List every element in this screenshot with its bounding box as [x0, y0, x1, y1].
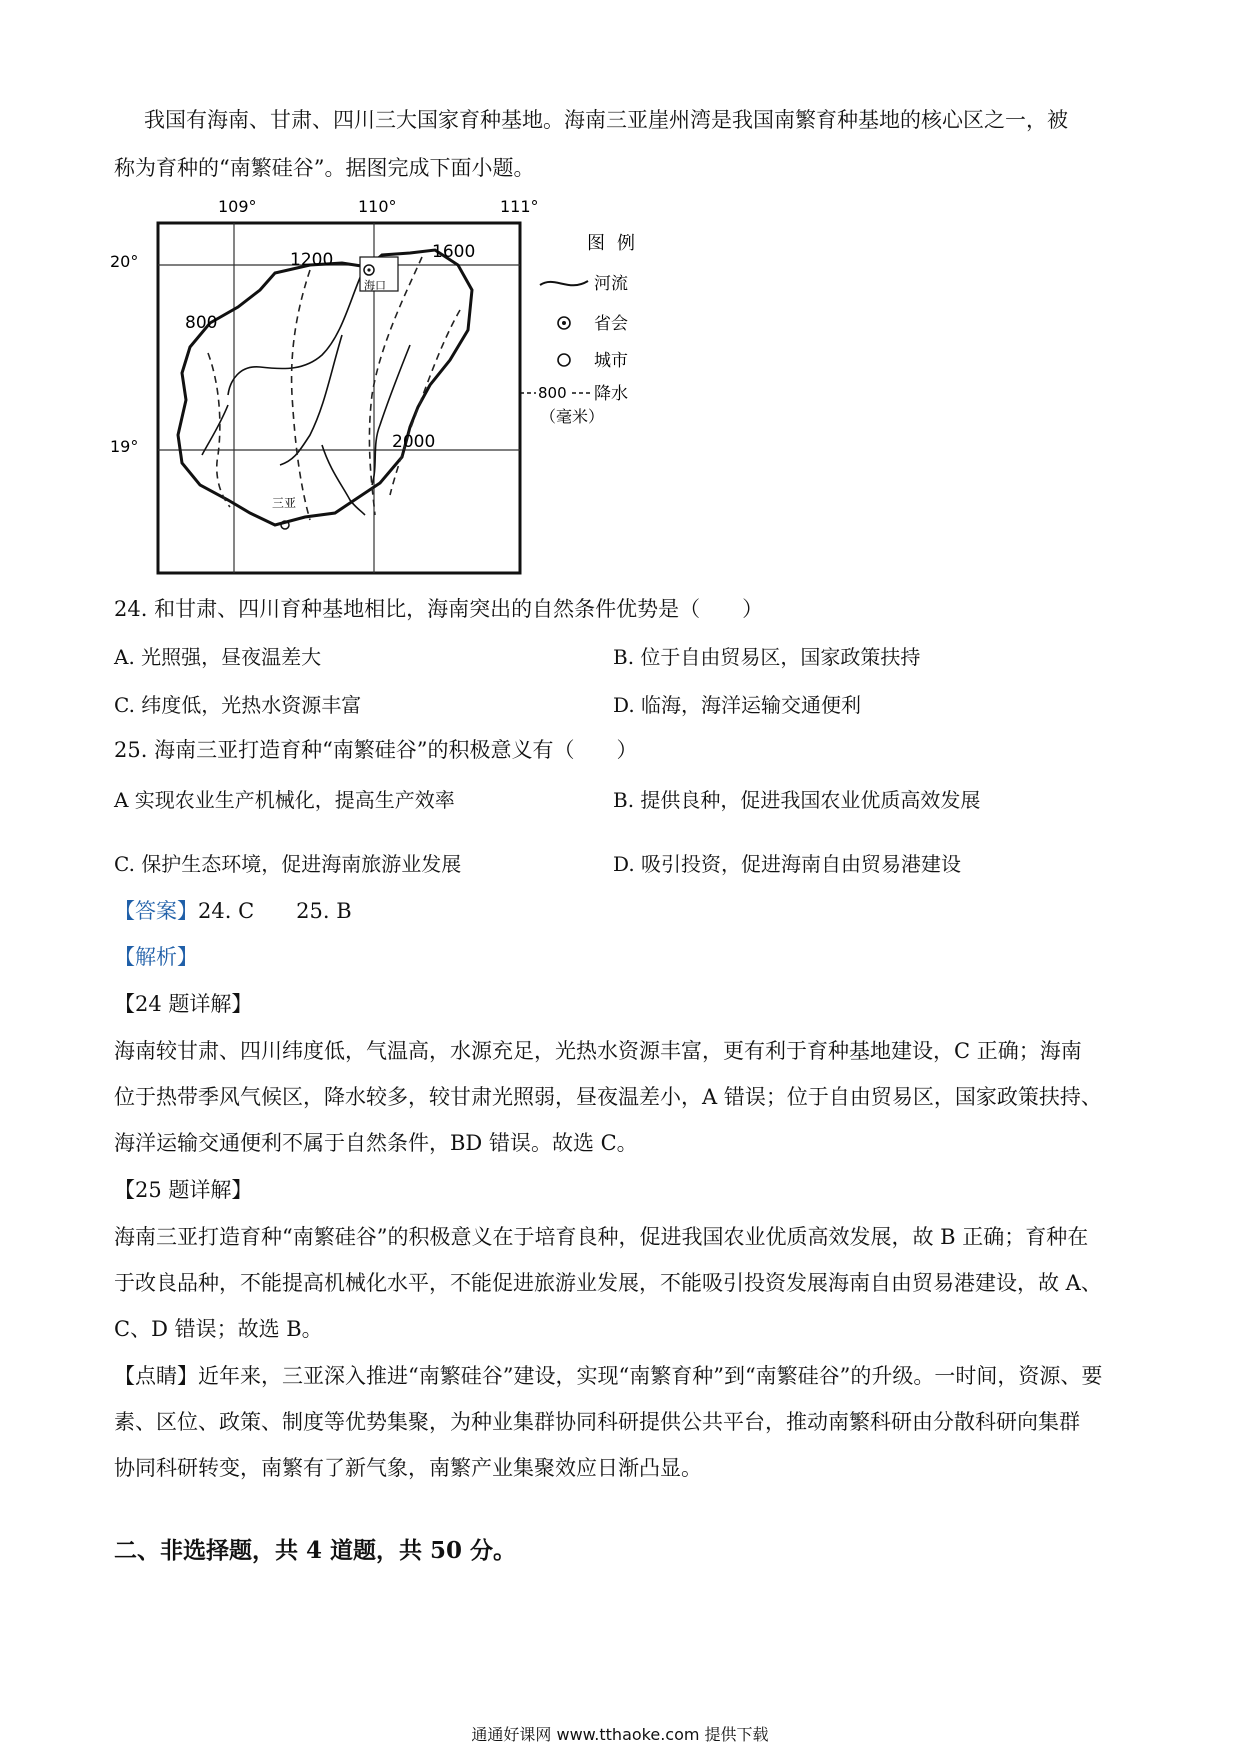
detail24-heading: 【24 题详解】 — [114, 992, 253, 1016]
dianjing-block — [114, 1353, 1124, 1491]
q24-option-c: C. 纬度低，光热水资源丰富 — [114, 693, 362, 717]
isohyet-1600 — [369, 257, 422, 515]
dianjing-line: 近年来，三亚深入推进“南繁硅谷”建设，实现“南繁育种”到“南繁硅谷”的升级。一时间，资源、要 — [198, 1364, 1103, 1388]
map-frame — [158, 223, 520, 573]
city-label: 三亚 — [272, 496, 297, 510]
detail25-line: 于改良品种，不能提高机械化水平，不能促进旅游业发展，不能吸引投资发展海南自由贸易港建设，故 A、 — [114, 1271, 1102, 1295]
legend-isohyet-value: 800 — [538, 384, 567, 402]
legend-title: 图例 — [587, 233, 647, 254]
isohyet-1200 — [292, 270, 310, 520]
map-legend — [520, 233, 647, 426]
legend-city-label: 城市 — [594, 351, 628, 371]
isohyet-800 — [208, 353, 230, 507]
intro-line-1: 我国有海南、甘肃、四川三大国家育种基地。海南三亚崖州湾是我国南繁育种基地的核心区之一，被 — [144, 108, 1068, 132]
q25-stem: 25. 海南三亚打造育种“南繁硅谷”的积极意义有（ ） — [114, 738, 638, 762]
detail24-body — [114, 1028, 1124, 1166]
q25-option-a: A 实现农业生产机械化，提高生产效率 — [114, 788, 455, 812]
lat-label-20: 20° — [110, 252, 139, 271]
legend-river-label: 河流 — [594, 274, 628, 294]
q25-option-b: B. 提供良种，促进我国农业优质高效发展 — [613, 788, 981, 812]
isohyet-label-1600: 1600 — [432, 242, 476, 262]
footer-source: 通通好课网 www.tthaoke.com 提供下载 — [471, 1725, 769, 1744]
capital-label: 海口 — [364, 279, 386, 292]
legend-capital-label: 省会 — [594, 314, 628, 334]
detail25-line: C、D 错误；故选 B。 — [114, 1317, 323, 1341]
lon-label-111: 111° — [500, 197, 539, 216]
q24-option-d: D. 临海，海洋运输交通便利 — [613, 693, 862, 717]
q24-option-a: A. 光照强，昼夜温差大 — [114, 645, 322, 669]
legend-isohyet-unit: （毫米） — [540, 407, 605, 426]
q24-option-b: B. 位于自由贸易区，国家政策扶持 — [613, 645, 921, 669]
section2-title: 二、非选择题，共 4 道题，共 50 分。 — [114, 1537, 517, 1564]
lon-label-110: 110° — [358, 197, 397, 216]
answer-tag: 【答案】 — [114, 899, 198, 923]
q25-option-d: D. 吸引投资，促进海南自由贸易港建设 — [613, 852, 962, 876]
dianjing-tag: 【点睛】 — [114, 1364, 198, 1388]
isohyet-label-800: 800 — [185, 313, 218, 333]
analysis-tag: 【解析】 — [114, 945, 198, 969]
detail24-line: 位于热带季风气候区，降水较多，较甘肃光照弱，昼夜温差小，A 错误；位于自由贸易区，国家政策扶持、 — [114, 1085, 1102, 1109]
intro-text — [114, 96, 1124, 192]
detail25-heading: 【25 题详解】 — [114, 1178, 253, 1202]
detail24-line: 海南较甘肃、四川纬度低，气温高，水源充足，光热水资源丰富，更有利于育种基地建设，C 正确；海南 — [114, 1039, 1082, 1063]
legend-isohyet-label: 降水 — [594, 384, 628, 404]
graticule — [158, 223, 520, 573]
hainan-precipitation-map — [110, 195, 730, 585]
dianjing-line: 素、区位、政策、制度等优势集聚，为种业集群协同科研提供公共平台，推动南繁科研由分散科研向集群 — [114, 1410, 1080, 1434]
hainan-island-outline — [178, 250, 472, 525]
answer-text: 24. C 25. B — [198, 899, 352, 923]
detail25-body — [114, 1214, 1124, 1352]
legend-river-symbol — [540, 281, 588, 285]
isohyet-label-2000: 2000 — [392, 432, 436, 452]
answer-line — [114, 888, 352, 934]
q24-stem: 24. 和甘肃、四川育种基地相比，海南突出的自然条件优势是（ ） — [114, 597, 764, 621]
detail25-line: 海南三亚打造育种“南繁硅谷”的积极意义在于培育良种，促进我国农业优质高效发展，故 B 正确；育种在 — [114, 1225, 1089, 1249]
isohyets — [208, 257, 460, 520]
lon-label-109: 109° — [218, 197, 257, 216]
dianjing-line: 协同科研转变，南繁有了新气象，南繁产业集聚效应日渐凸显。 — [114, 1456, 702, 1480]
q25-option-c: C. 保护生态环境，促进海南旅游业发展 — [114, 852, 462, 876]
intro-line-2: 称为育种的“南繁硅谷”。据图完成下面小题。 — [114, 156, 535, 180]
legend-city-symbol — [558, 354, 570, 366]
isohyet-label-1200: 1200 — [290, 250, 334, 270]
lat-label-19: 19° — [110, 437, 139, 456]
isohyet-2000 — [390, 310, 460, 495]
detail24-line: 海洋运输交通便利不属于自然条件，BD 错误。故选 C。 — [114, 1131, 638, 1155]
